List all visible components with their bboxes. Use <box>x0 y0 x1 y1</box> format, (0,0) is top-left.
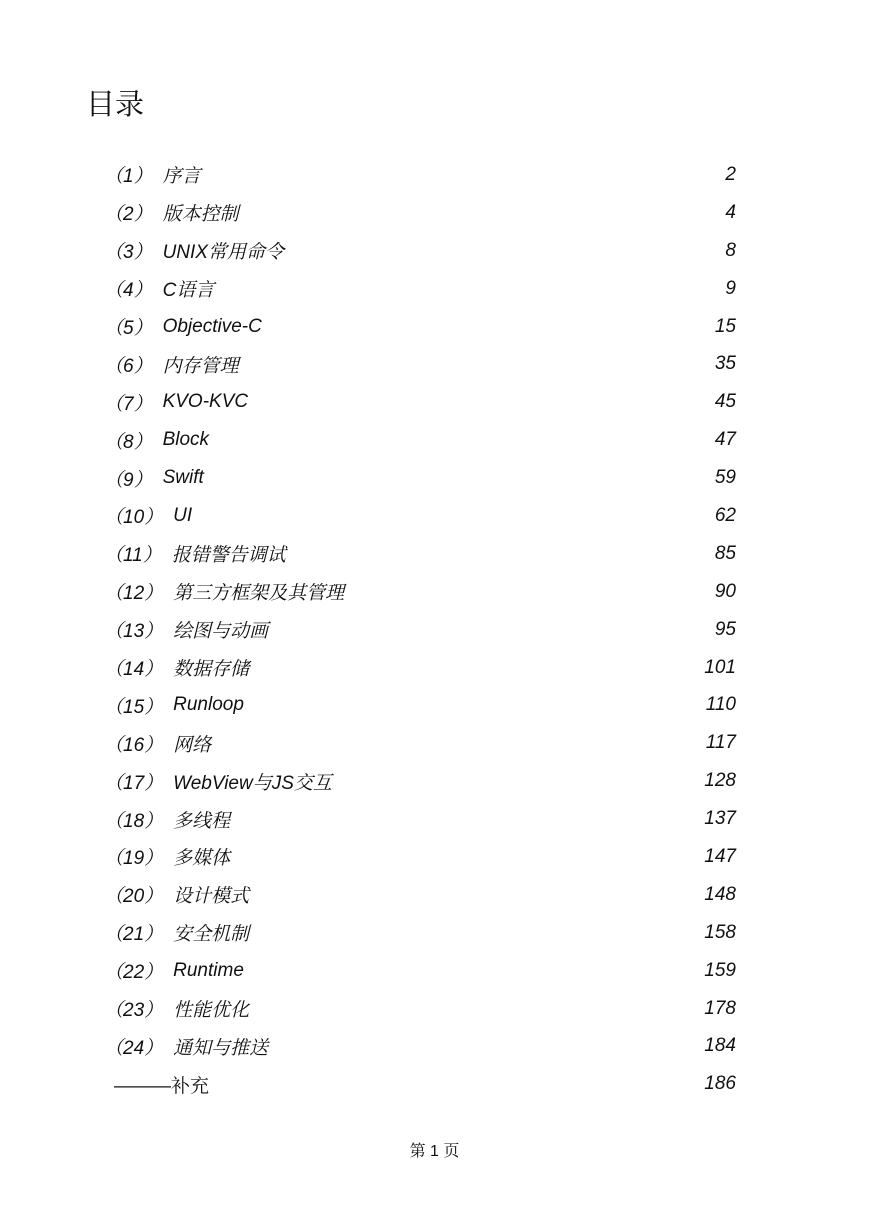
toc-entry[interactable] <box>104 573 736 611</box>
toc-page-number: 137 <box>704 808 736 830</box>
toc-page-number: 159 <box>704 959 736 981</box>
toc-page-number: 9 <box>725 277 736 299</box>
toc-page-number: 4 <box>725 201 736 223</box>
toc-title: 性能优化 <box>173 1000 250 1022</box>
toc-title: 序言 <box>162 166 201 188</box>
page-footer: 第 1 页 <box>409 1143 460 1160</box>
toc-page-number: 2 <box>725 163 736 185</box>
toc-entry[interactable] <box>104 876 736 914</box>
page-title: 目录 <box>86 87 145 121</box>
toc-number: （13） <box>104 621 164 643</box>
toc-number: （21） <box>104 924 164 946</box>
toc-entry[interactable] <box>104 914 736 952</box>
toc-number: （20） <box>104 886 164 908</box>
toc-page-number: 95 <box>714 618 736 640</box>
toc-number: （22） <box>104 962 164 984</box>
toc-number: （2） <box>104 204 153 226</box>
toc-title: 多媒体 <box>173 848 231 870</box>
toc-title: 通知与推送 <box>173 1037 269 1059</box>
toc-entry[interactable] <box>104 194 736 232</box>
toc-title: KVO-KVC <box>162 391 249 413</box>
toc-entry[interactable] <box>104 156 736 194</box>
toc-page-number: 85 <box>714 542 736 564</box>
toc-page-number: 62 <box>714 504 736 526</box>
toc-number: （11） <box>104 545 162 567</box>
toc-title: 内存管理 <box>162 355 239 377</box>
toc-page-number: 8 <box>725 239 736 261</box>
toc-title: UI <box>173 504 193 526</box>
toc-title: 数据存储 <box>173 659 250 681</box>
toc-title: 网络 <box>173 734 212 756</box>
toc-number: （10） <box>104 507 164 529</box>
toc-entry[interactable] <box>104 838 736 876</box>
toc-number: （18） <box>104 810 164 832</box>
toc-entry[interactable] <box>104 952 736 990</box>
toc-entry[interactable] <box>104 421 736 459</box>
toc-number: （4） <box>104 280 153 302</box>
toc-page-number: 186 <box>704 1073 736 1095</box>
toc-page-number: 110 <box>705 694 736 716</box>
toc-title: UNIX常用命令 <box>162 242 284 264</box>
toc-title: 第三方框架及其管理 <box>173 583 345 605</box>
toc-entry[interactable] <box>104 459 736 497</box>
toc-number: （7） <box>104 393 153 415</box>
toc-entry-supplement[interactable] <box>104 1065 736 1103</box>
toc-page-number: 148 <box>704 883 736 905</box>
toc-title: 版本控制 <box>162 204 239 226</box>
toc-entry[interactable] <box>104 762 736 800</box>
toc-entry[interactable] <box>104 308 736 346</box>
toc-entry[interactable] <box>104 724 736 762</box>
toc-title: C语言 <box>162 280 215 302</box>
toc-title: 设计模式 <box>173 886 250 908</box>
toc-number: （6） <box>104 355 153 377</box>
toc-number: （12） <box>104 583 164 605</box>
toc-title: Runtime <box>173 959 244 981</box>
toc-entry[interactable] <box>104 383 736 421</box>
toc-page-number: 15 <box>714 315 736 337</box>
toc-number: （17） <box>104 772 164 794</box>
toc-title: WebView与JS交互 <box>173 772 332 794</box>
toc-title: Runloop <box>173 694 244 716</box>
toc-number: （5） <box>104 318 153 339</box>
toc-entry[interactable] <box>104 611 736 649</box>
toc-page-number: 90 <box>714 580 736 602</box>
toc-title: 安全机制 <box>173 924 250 946</box>
toc-page-number: 184 <box>704 1035 736 1057</box>
toc-title: ———补充 <box>114 1075 210 1097</box>
toc-title: Swift <box>162 467 204 489</box>
table-of-contents <box>104 156 736 1103</box>
toc-title: 多线程 <box>173 810 231 832</box>
toc-number: （23） <box>104 1000 164 1022</box>
toc-number: （9） <box>104 469 153 491</box>
toc-number: （15） <box>104 696 164 718</box>
toc-page-number: 128 <box>704 770 736 792</box>
toc-page-number: 158 <box>704 921 736 943</box>
toc-page-number: 147 <box>704 845 736 867</box>
toc-page-number: 45 <box>714 391 736 413</box>
toc-page-number: 178 <box>704 997 736 1019</box>
toc-page-number: 117 <box>705 732 736 754</box>
toc-entry[interactable] <box>104 345 736 383</box>
toc-entry[interactable] <box>104 270 736 308</box>
toc-number: （14） <box>104 659 164 681</box>
toc-entry[interactable] <box>104 232 736 270</box>
toc-entry[interactable] <box>104 535 736 573</box>
toc-entry[interactable] <box>104 649 736 687</box>
toc-number: （1） <box>104 166 153 188</box>
toc-page-number: 101 <box>704 656 736 678</box>
toc-number: （24） <box>104 1037 164 1059</box>
toc-title: Block <box>162 429 210 451</box>
toc-title: 报错警告调试 <box>171 545 286 567</box>
toc-entry[interactable] <box>104 800 736 838</box>
toc-page-number: 59 <box>714 467 736 489</box>
toc-entry[interactable] <box>104 990 736 1028</box>
toc-entry[interactable] <box>104 497 736 535</box>
toc-page-number: 47 <box>714 429 736 451</box>
toc-entry[interactable] <box>104 1027 736 1065</box>
toc-page-number: 35 <box>714 353 736 375</box>
toc-title: Objective-C <box>162 315 262 337</box>
toc-title: 绘图与动画 <box>173 621 269 643</box>
toc-number: （19） <box>104 848 164 870</box>
toc-number: （16） <box>104 734 164 756</box>
toc-number: （3） <box>104 242 153 264</box>
toc-entry[interactable] <box>104 686 736 724</box>
toc-number: （8） <box>104 431 153 453</box>
